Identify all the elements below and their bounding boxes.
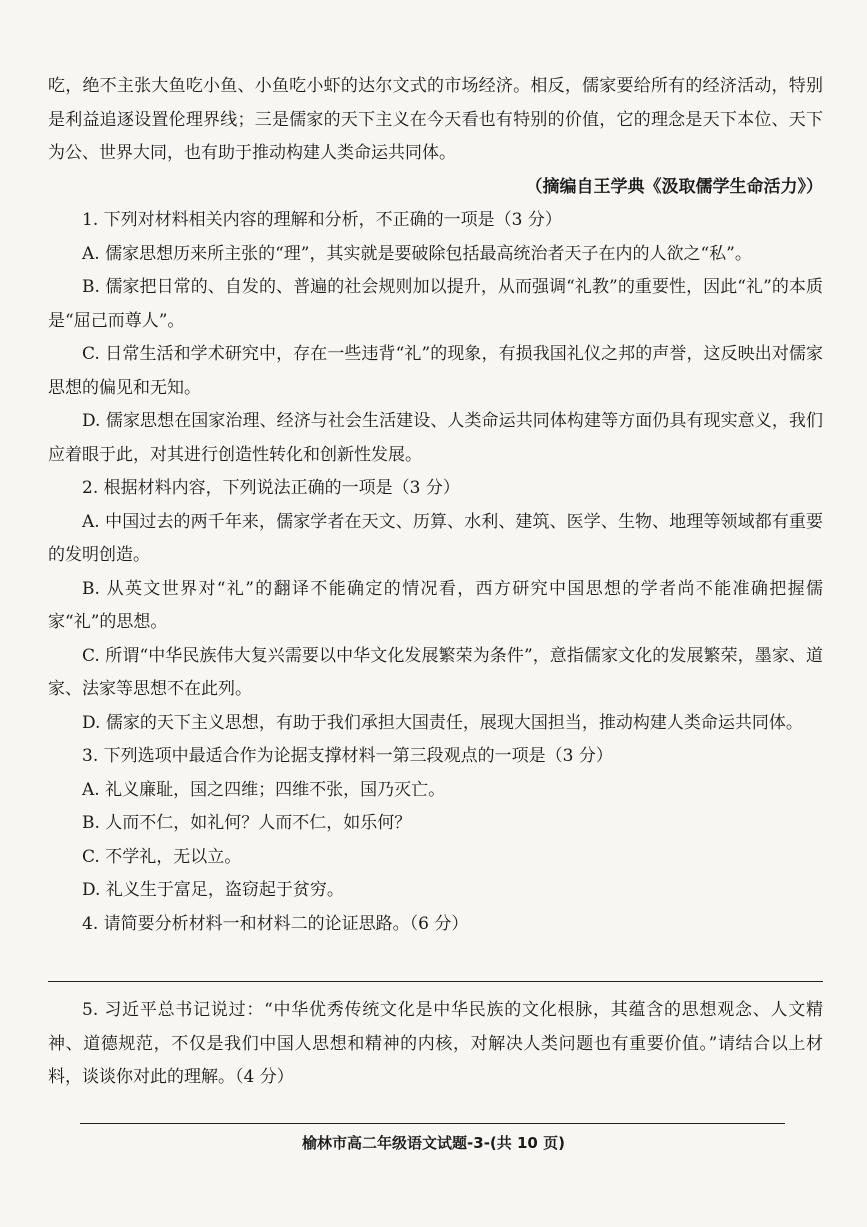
- option-d: D. 儒家的天下主义思想，有助于我们承担大国责任，展现大国担当，推动构建人类命运共同体。: [82, 712, 803, 733]
- option-b: B. 从英文世界对“礼”的翻译不能确定的情况看，西方研究中国思想的学者尚不能准确把握儒家“礼”的思想。: [48, 578, 823, 632]
- question-stem: 2. 根据材料内容，下列说法正确的一项是（3 分）: [82, 478, 460, 498]
- footer-divider: [80, 1123, 785, 1124]
- question-5: [48, 994, 823, 1095]
- page-footer: 榆林市高二年级语文试题-3-(共 10 页): [302, 1134, 565, 1152]
- option-a: A. 礼义廉耻，国之四维；四维不张，国乃灭亡。: [82, 779, 446, 800]
- option-d: D. 儒家思想在国家治理、经济与社会生活建设、人类命运共同体构建等方面仍具有现实意义，我们应着眼于此，对其进行创造性转化和创新性发展。: [48, 411, 823, 465]
- question-1: [48, 204, 823, 472]
- passage-source: （摘编自王学典《汲取儒学生命活力》）: [525, 176, 823, 197]
- question-4: [48, 908, 823, 942]
- option-a: A. 中国过去的两千年来，儒家学者在天文、历算、水利、建筑、医学、生物、地理等领域都有重要的发明创造。: [48, 511, 823, 565]
- option-b: B. 儒家把日常的、自发的、普遍的社会规则加以提升，从而强调“礼教”的重要性，因此“礼”的本质是“屈己而尊人”。: [48, 277, 823, 331]
- exam-page-body: [48, 70, 823, 941]
- question-3: [48, 740, 823, 908]
- question-stem: 5. 习近平总书记说过：“中华优秀传统文化是中华民族的文化根脉，其蕴含的思想观念、人文精神、道德规范，不仅是我们中国人思想和精神的内核，对解决人类问题也有重要价值。”请结合以上材料，谈谈你对此的理解。（4 分）: [48, 1000, 823, 1087]
- option-c: C. 日常生活和学术研究中，存在一些违背“礼”的现象，有损我国礼仪之邦的声誉，这反映出对儒家思想的偏见和无知。: [48, 344, 823, 398]
- question-stem: 3. 下列选项中最适合作为论据支撑材料一第三段观点的一项是（3 分）: [82, 746, 613, 766]
- option-d: D. 礼义生于富足，盗窃起于贫穷。: [82, 880, 344, 900]
- question-stem: 1. 下列对材料相关内容的理解和分析，不正确的一项是（3 分）: [82, 210, 562, 230]
- option-a: A. 儒家思想历来所主张的“理”，其实就是要破除包括最高统治者天子在内的人欲之“私”。: [82, 243, 752, 264]
- answer-area-divider: [48, 981, 823, 982]
- question-stem: 4. 请简要分析材料一和材料二的论证思路。（6 分）: [82, 913, 469, 934]
- option-c: C. 不学礼，无以立。: [82, 846, 242, 867]
- option-c: C. 所谓“中华民族伟大复兴需要以中华文化发展繁荣为条件”，意指儒家文化的发展繁荣，墨家、道家、法家等思想不在此列。: [48, 645, 823, 699]
- option-b: B. 人而不仁，如礼何？人而不仁，如乐何？: [82, 813, 412, 833]
- passage-tail: 吃，绝不主张大鱼吃小鱼、小鱼吃小虾的达尔文式的市场经济。相反，儒家要给所有的经济活动，特别是利益追逐设置伦理界线；三是儒家的天下主义在今天看也有特别的价值，它的理念是天下本位、天下为公、世界大同，也有助于推动构建人类命运共同体。: [48, 76, 823, 163]
- question-2: [48, 472, 823, 740]
